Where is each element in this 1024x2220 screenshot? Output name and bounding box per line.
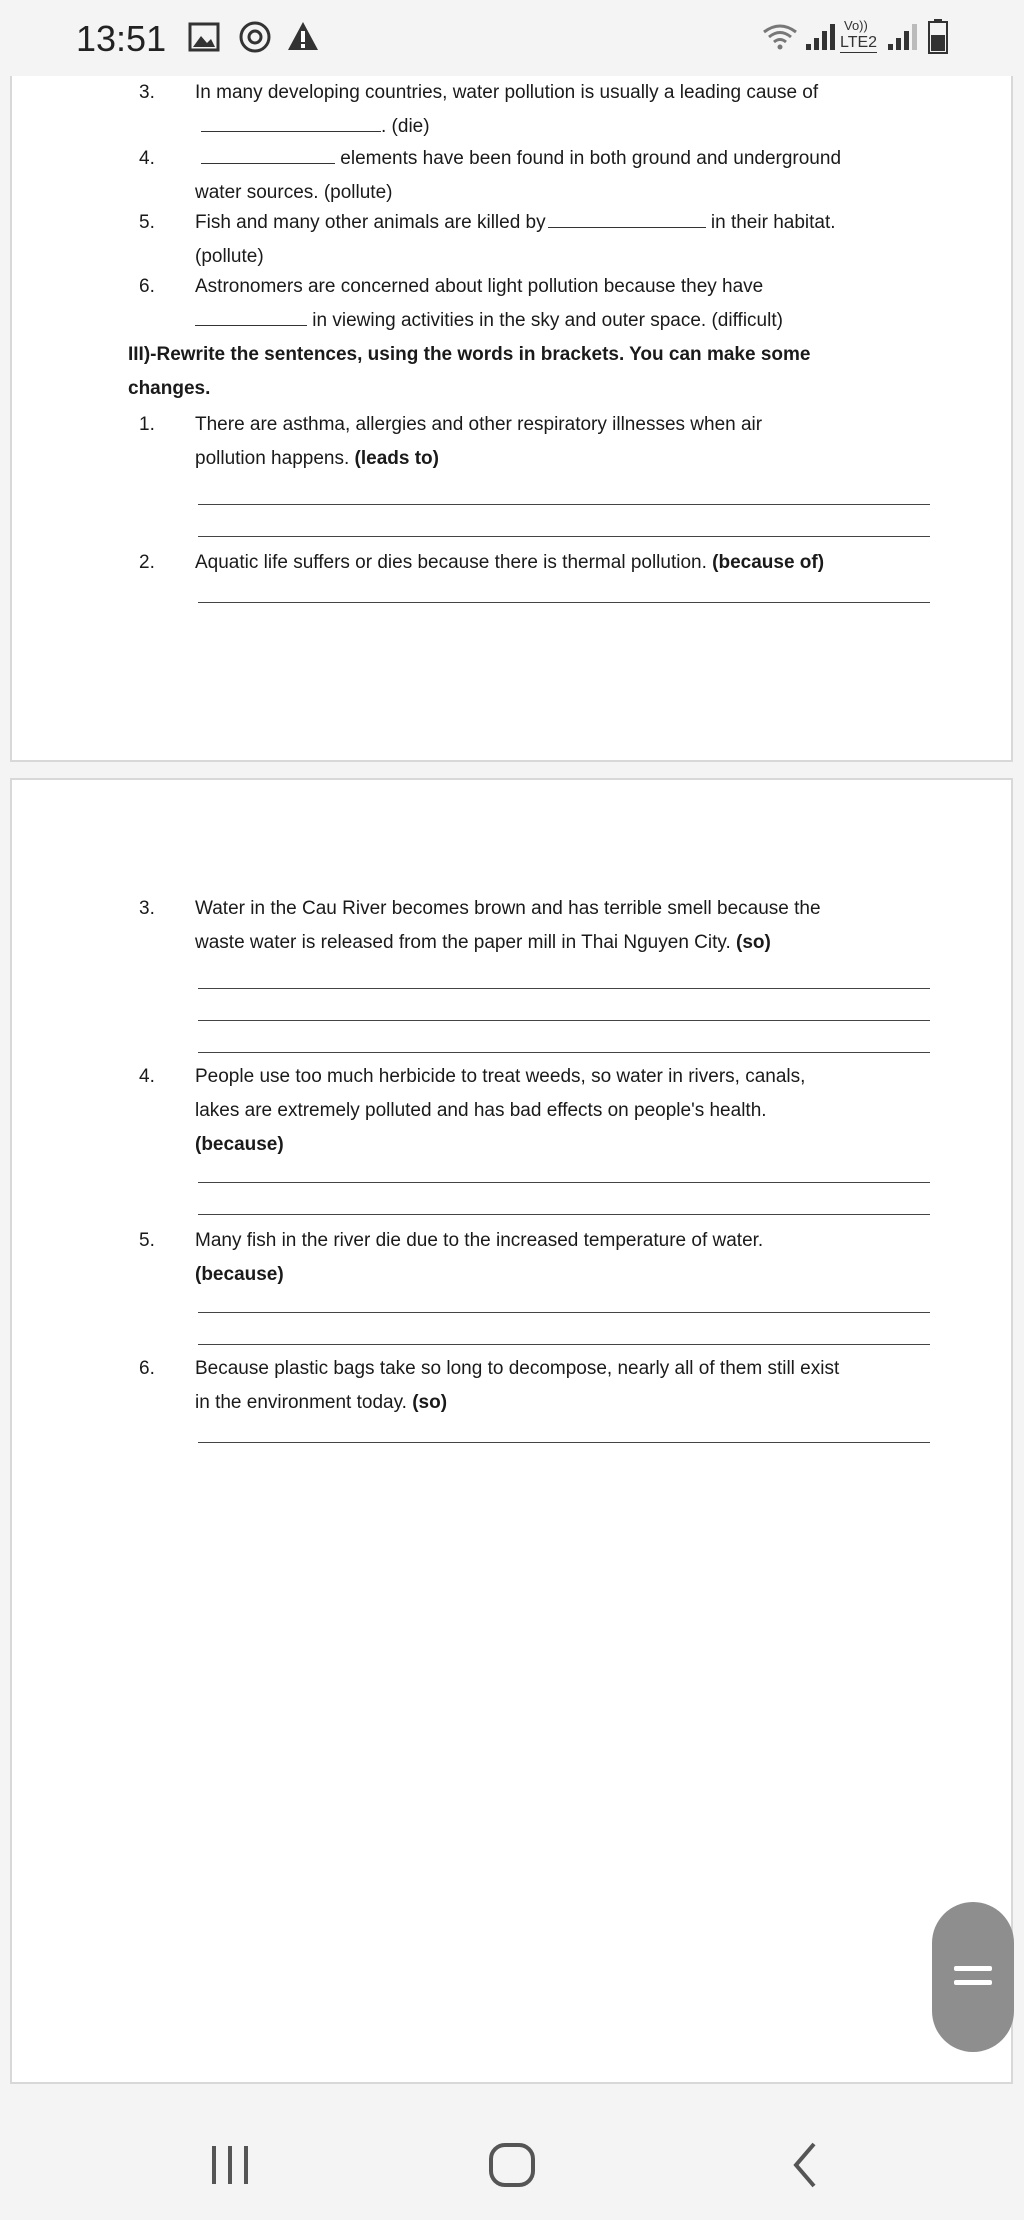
answer-line[interactable] — [198, 988, 930, 989]
section-heading: III)-Rewrite the sentences, using the words in brackets. You can make some changes. — [128, 344, 811, 399]
answer-blank[interactable] — [548, 207, 706, 228]
at-sign-icon — [238, 20, 272, 54]
back-button[interactable] — [744, 2120, 864, 2210]
keyword: (because) — [195, 1264, 284, 1285]
answer-line[interactable] — [198, 1442, 930, 1443]
keyword: (because) — [195, 1134, 284, 1155]
answer-blank[interactable] — [201, 143, 335, 164]
answer-blank[interactable] — [195, 305, 307, 326]
wifi-icon — [760, 20, 800, 50]
keyword: (so) — [736, 932, 771, 953]
answer-line[interactable] — [198, 1344, 930, 1345]
battery-icon — [928, 18, 948, 54]
gallery-icon — [188, 22, 220, 52]
answer-line[interactable] — [198, 1020, 930, 1021]
back-icon — [744, 2120, 864, 2210]
keyword: (because of) — [712, 552, 825, 573]
navigation-bar — [0, 2100, 1024, 2220]
document-page-2[interactable]: 3. Water in the Cau River becomes brown and has terrible smell because the waste water is released from the paper mill in Thai Nguyen City. (so) 4. People use too much herbicide to treat weeds, so water in rivers, canals, lakes are extremely polluted and has bad effects on people's health. (because) 5. Many fish in the river die due to the increased temperature of water. (because) 6. Because plastic bags take so long to decompose, nearly all of them still exist in the environment today. (so) — [10, 778, 1013, 2084]
home-icon — [452, 2120, 572, 2210]
answer-line[interactable] — [198, 602, 930, 603]
volte-label: Vo)) — [844, 18, 868, 33]
answer-line[interactable] — [198, 536, 930, 537]
answer-blank[interactable] — [201, 111, 381, 132]
fast-scroll-handle[interactable] — [932, 1902, 1014, 2052]
answer-line[interactable] — [198, 1052, 930, 1053]
keyword: (so) — [412, 1392, 448, 1413]
status-bar — [0, 0, 1024, 80]
answer-line[interactable] — [198, 1214, 930, 1215]
signal-icon — [886, 22, 920, 52]
signal-icon — [804, 22, 838, 52]
status-time: 13:51 — [76, 18, 167, 59]
document-page-1[interactable]: 3. In many developing countries, water pollution is usually a leading cause of . (die) 4. elements have been found in both ground and underground water sources. (pollute) 5. Fish and many other animals are killed by in their habitat. (pollute) 6. Astronomers are concerned about light pollution because they have in viewing activities in the sky and outer space. (difficult) III)-Rewrite the sentences, using the words in brackets. You can make some changes. 1. There are asthma, allergies and other respiratory illnesses when air pollution happens. (leads to) 2. Aquatic life suffers or dies because there is thermal pollution. (because of) — [10, 76, 1013, 762]
grip-line-icon — [954, 1980, 992, 1985]
recent-apps-icon — [170, 2120, 290, 2210]
grip-line-icon — [954, 1966, 992, 1971]
keyword: (leads to) — [354, 448, 439, 469]
lte-label: LTE2 — [840, 34, 878, 51]
answer-line[interactable] — [198, 504, 930, 505]
warning-icon — [286, 20, 320, 52]
recent-apps-button[interactable] — [170, 2120, 290, 2210]
answer-line[interactable] — [198, 1182, 930, 1183]
home-button[interactable] — [452, 2120, 572, 2210]
answer-line[interactable] — [198, 1312, 930, 1313]
